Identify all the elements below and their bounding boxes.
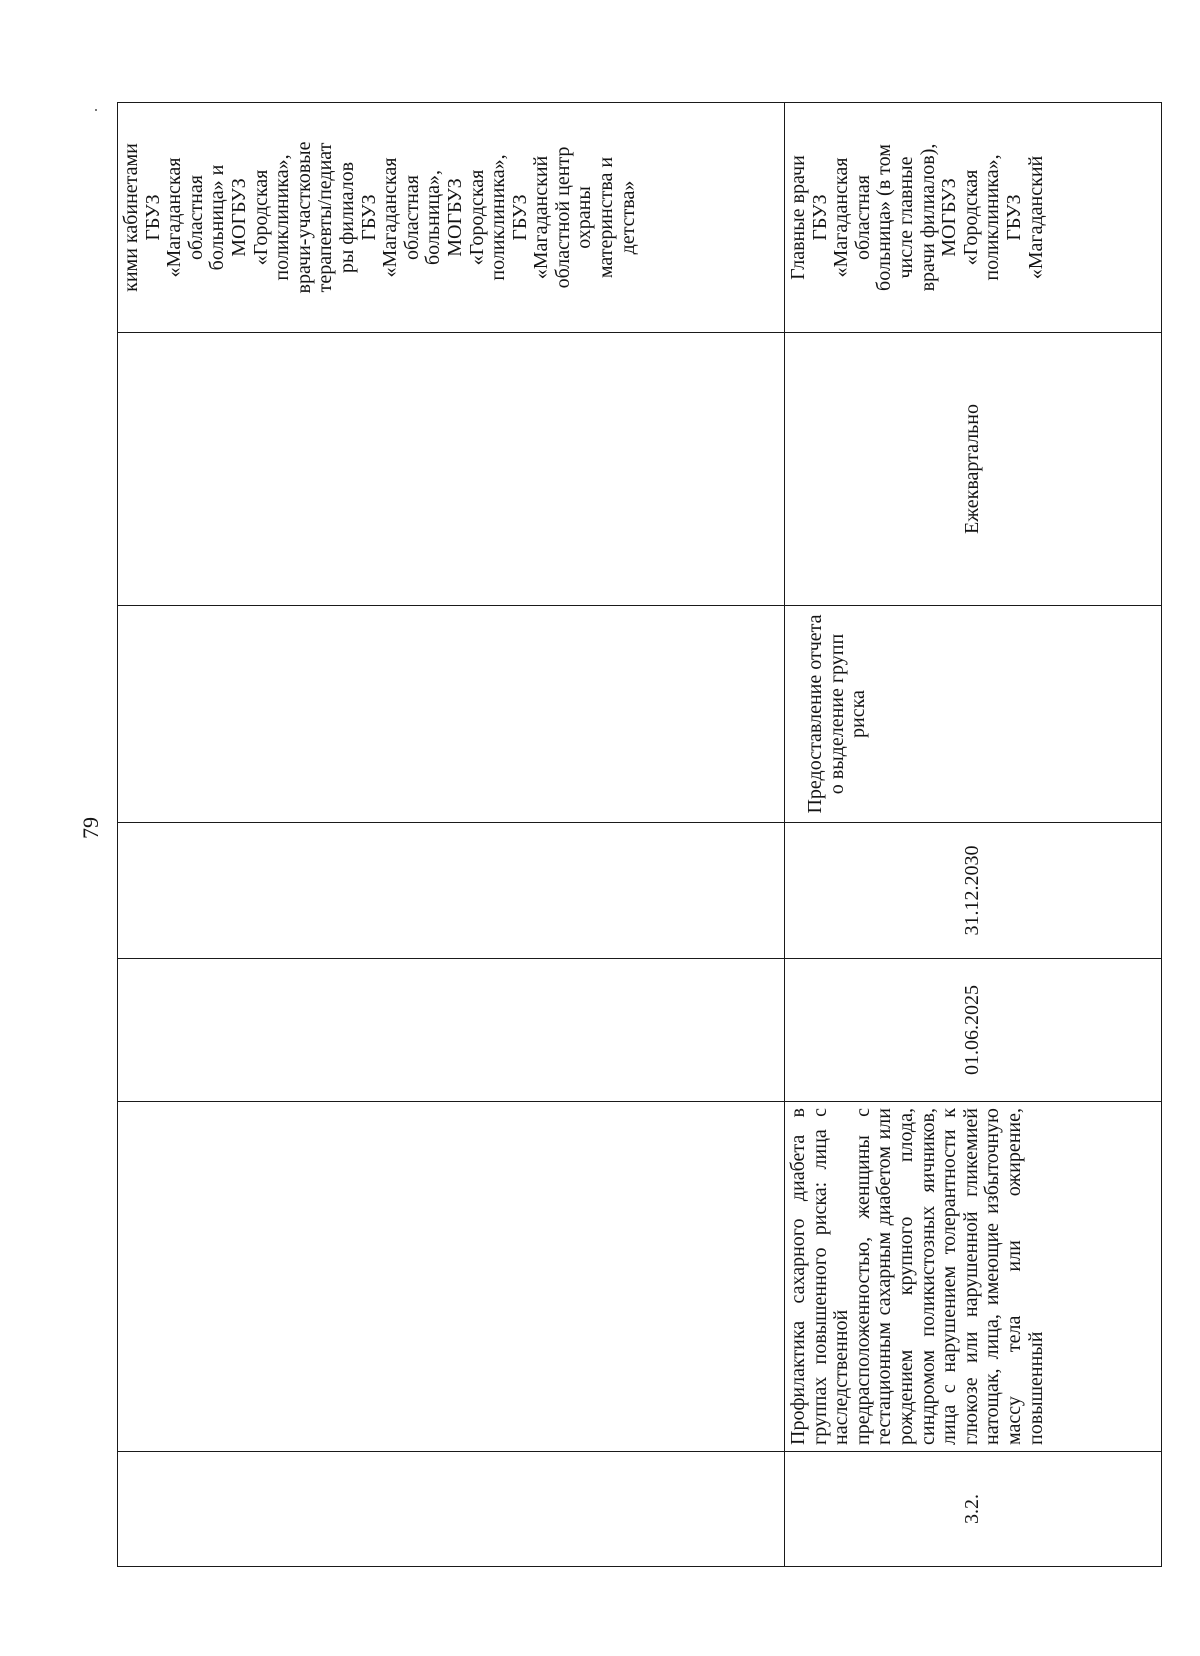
responsible-line: МОГБУЗ	[443, 178, 466, 257]
responsible-line: «Городская	[249, 169, 272, 266]
responsible-line: «Магаданская	[379, 157, 402, 278]
cell-responsible-continued	[118, 103, 785, 333]
table-row-3-2	[785, 103, 1162, 1567]
scan-speck	[95, 109, 97, 111]
responsible-line: охраны	[573, 186, 596, 249]
responsible-line: МОГБУЗ	[938, 178, 961, 257]
responsible-line: областная	[851, 175, 874, 260]
table-row-continued	[118, 103, 785, 1567]
cell-periodicity: Ежеквартально	[785, 333, 1162, 606]
cell-number: 3.2.	[785, 1452, 1162, 1567]
responsible-line: «Городская	[465, 169, 488, 266]
responsible-line: врачи филиалов),	[916, 143, 939, 292]
responsible-line: областной центр	[551, 146, 574, 289]
cell-start-empty	[118, 959, 785, 1102]
responsible-line: ГБУЗ	[141, 194, 164, 241]
plan-table	[117, 102, 1162, 1567]
responsible-line: «Магаданский	[530, 155, 553, 280]
responsible-line: ры филиалов	[335, 161, 358, 274]
responsible-line: больница»,	[422, 170, 445, 265]
responsible-line: поликлиника»,	[271, 154, 294, 281]
responsible-line: областная	[400, 175, 423, 260]
responsible-line: материнства и	[595, 156, 618, 279]
responsible-line: терапевты/педиат	[314, 142, 337, 293]
responsible-line: областная	[184, 175, 207, 260]
page-number: 79	[78, 817, 103, 839]
responsible-line: числе главные	[894, 156, 917, 279]
responsible-line: ГБУЗ	[357, 194, 380, 241]
cell-number-empty	[118, 1452, 785, 1567]
responsible-line: «Магаданская	[830, 157, 853, 278]
responsible-text	[121, 109, 639, 326]
cell-result-empty	[118, 606, 785, 823]
responsible-line: поликлиника»,	[981, 154, 1004, 281]
responsible-text	[788, 109, 1047, 326]
cell-end-empty	[118, 823, 785, 959]
responsible-line: больница» и	[206, 164, 229, 271]
responsible-line: Главные врачи	[787, 155, 809, 280]
cell-end-date: 31.12.2030	[785, 823, 1162, 959]
responsible-line: «Городская	[959, 169, 982, 266]
responsible-line: ГБУЗ	[808, 194, 831, 241]
responsible-line: «Магаданский	[1024, 155, 1047, 280]
responsible-line: детства»	[616, 180, 639, 255]
responsible-line: кими кабинетами	[120, 143, 142, 292]
responsible-line: ГБУЗ	[1002, 194, 1025, 241]
cell-responsible	[785, 103, 1162, 333]
cell-result	[785, 606, 1162, 823]
result-text: Предоставление отчета о выделение групп риска	[804, 614, 870, 814]
cell-description-empty	[118, 1102, 785, 1452]
responsible-line: ГБУЗ	[508, 194, 531, 241]
cell-periodicity-empty	[118, 333, 785, 606]
cell-description: Профилактика сахарного диабета в группах повышенного риска: лица с наследственной предрасположенностью, женщины с гестационным сахарным диабетом или рождением крупного плода, синдромом поликистозных яичников, лица с нарушением толерантности к глюкозе или нарушенной гликемией натощак, лица, имеющие избыточную массу тела или ожирение, повышенный	[785, 1102, 1162, 1452]
responsible-line: МОГБУЗ	[227, 178, 250, 257]
responsible-line: «Магаданская	[163, 157, 186, 278]
responsible-line: врачи-участковые	[292, 141, 315, 294]
cell-start-date: 01.06.2025	[785, 959, 1162, 1102]
responsible-line: поликлиника»,	[487, 154, 510, 281]
responsible-line: больница» (в том	[873, 144, 896, 291]
